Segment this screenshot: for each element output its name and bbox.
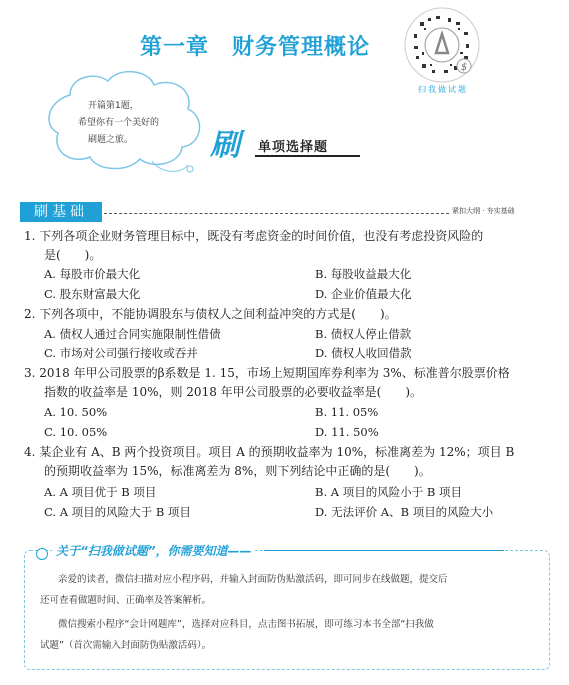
option-d[interactable]: D. 企业价值最大化 xyxy=(315,287,412,301)
question-stem: 2. 下列各项中，不能协调股东与债权人之间利益冲突的方式是( )。 xyxy=(24,307,397,321)
option-c[interactable]: C. 股东财富最大化 xyxy=(44,287,141,301)
question-stem-cont: 指数的收益率是 10%，则 2018 年甲公司股票的必要收益率是( )。 xyxy=(44,385,423,399)
dotted-divider xyxy=(104,213,449,214)
option-d[interactable]: D. 无法评价 A、B 项目的风险大小 xyxy=(315,505,494,519)
heading-underline xyxy=(255,155,360,157)
note-title-rule xyxy=(264,550,504,551)
note-paragraph-2-cont: 试题”（首次需输入封面防伪贴激活码）。 xyxy=(40,640,212,651)
option-d[interactable]: D. 债权人收回借款 xyxy=(315,346,412,360)
note-title: 关于“扫我做试题”，你需要知道—— xyxy=(52,542,255,559)
circle-bullet-icon xyxy=(36,548,48,560)
section-tag: 刷基础 xyxy=(20,202,102,222)
section-heading: 单项选择题 xyxy=(258,140,329,155)
brush-character: 刷 xyxy=(210,128,240,163)
cloud-line: 刷题之旅。 xyxy=(88,135,134,145)
question-stem: 4. 某企业有 A、B 两个投资项目。项目 A 的预期收益率为 10%，标准离差为 12%；项目 B xyxy=(24,445,515,459)
qr-caption: 扫我做试题 xyxy=(418,85,468,94)
svg-text:$: $ xyxy=(460,62,468,73)
option-b[interactable]: B. 每股收益最大化 xyxy=(315,267,412,281)
option-a[interactable]: A. 债权人通过合同实施限制性借债 xyxy=(44,327,221,341)
option-b[interactable]: B. 11. 05% xyxy=(315,405,379,419)
question-stem: 3. 2018 年甲公司股票的β系数是 1. 15，市场上短期国库券利率为 3%、标准普尔股票价格 xyxy=(24,366,510,380)
question-stem-cont: 是( )。 xyxy=(44,248,102,262)
cloud-line: 希望你有一个美好的 xyxy=(78,118,160,128)
option-a[interactable]: A. 10. 50% xyxy=(44,405,108,419)
option-d[interactable]: D. 11. 50% xyxy=(315,425,379,439)
option-c[interactable]: C. A 项目的风险大于 B 项目 xyxy=(44,505,191,519)
cloud-message xyxy=(78,98,159,149)
option-b[interactable]: B. A 项目的风险小于 B 项目 xyxy=(315,485,462,499)
option-a[interactable]: A. 每股市价最大化 xyxy=(44,267,141,281)
option-a[interactable]: A. A 项目优于 B 项目 xyxy=(44,485,157,499)
question-stem-cont: 的预期收益率为 15%，标准离差为 8%，则下列结论中正确的是( )。 xyxy=(44,464,431,478)
note-paragraph-1: 亲爱的读者，微信扫描对应小程序码，并输入封面防伪贴激活码，即可同步在线做题，提交后 xyxy=(58,574,448,585)
note-paragraph-2: 微信搜索小程序“会计网题库”，选择对应科目，点击图书拓展，即可练习本书全部“扫我做 xyxy=(58,619,434,630)
section-subtitle: 紧扣大纲 · 夯实基础 xyxy=(452,207,515,215)
option-b[interactable]: B. 债权人停止借款 xyxy=(315,327,412,341)
qr-code-icon[interactable] xyxy=(402,6,482,84)
cloud-line: 开篇第1题， xyxy=(88,101,139,111)
chapter-title: 第一章 财务管理概论 xyxy=(140,35,371,60)
option-c[interactable]: C. 市场对公司强行接收或吞并 xyxy=(44,346,198,360)
option-c[interactable]: C. 10. 05% xyxy=(44,425,108,439)
question-stem: 1. 下列各项企业财务管理目标中，既没有考虑资金的时间价值，也没有考虑投资风险的 xyxy=(24,229,484,243)
note-paragraph-1-cont: 还可查看做题时间、正确率及答案解析。 xyxy=(40,595,212,606)
